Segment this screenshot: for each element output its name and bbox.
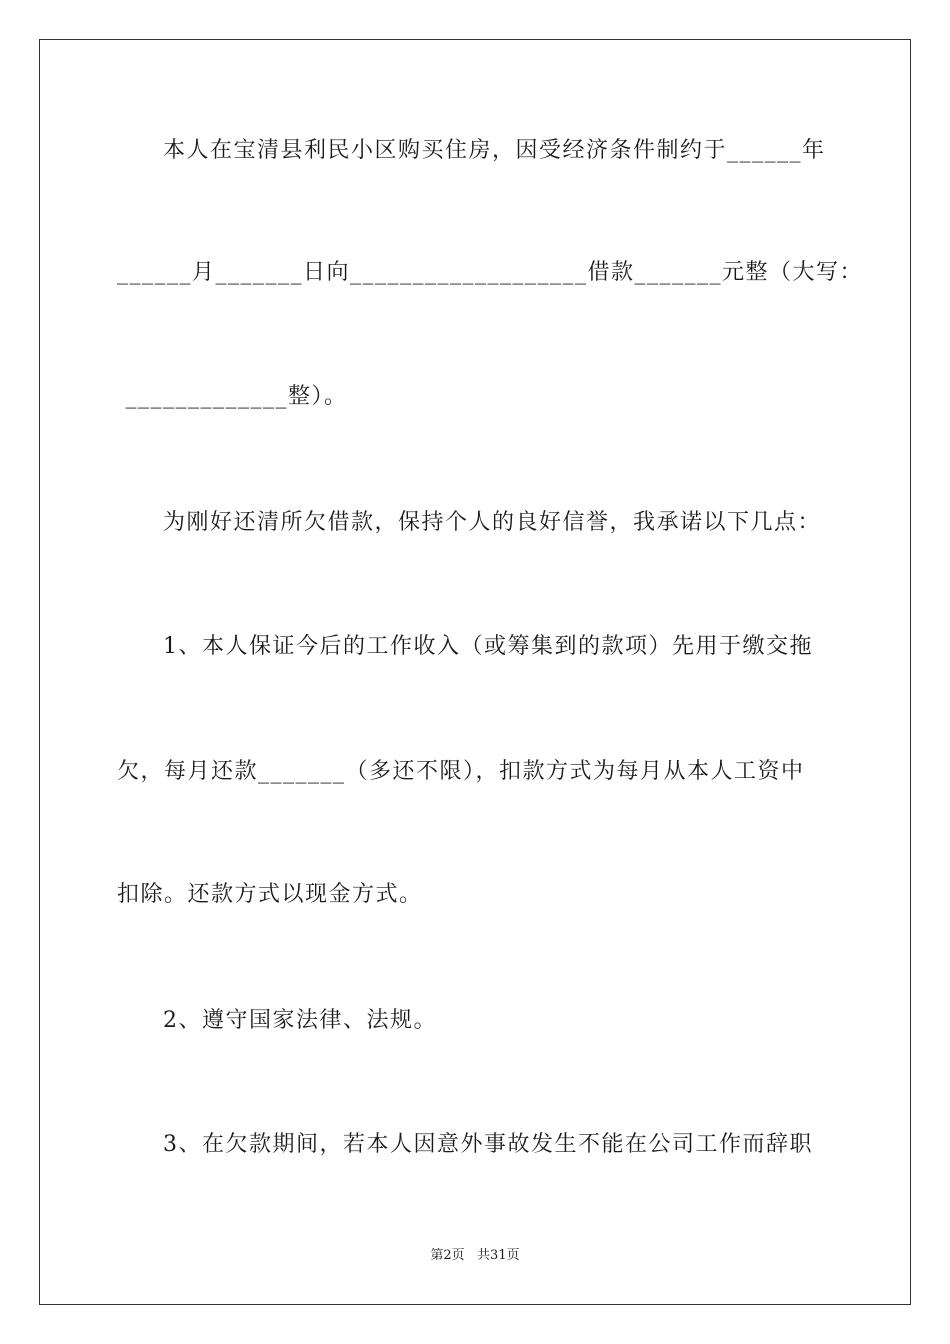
paragraph-line-1: 本人在宝清县利民小区购买住房，因受经济条件制约于______年	[163, 138, 826, 163]
paragraph-line-6: 欠，每月还款_______（多还不限），扣款方式为每月从本人工资中	[117, 759, 805, 784]
paragraph-line-7: 扣除。还款方式以现金方式。	[117, 882, 423, 907]
paragraph-line-4: 为刚好还清所欠借款，保持个人的良好信誉，我承诺以下几点：	[163, 510, 822, 535]
paragraph-line-8: 2、遵守国家法律、法规。	[163, 1008, 437, 1033]
page-footer: 第2页 共31页	[430, 1248, 520, 1263]
paragraph-line-5: 1、本人保证今后的工作收入（或筹集到的款项）先用于缴交拖	[163, 634, 813, 659]
page-border	[39, 39, 911, 1305]
paragraph-line-9: 3、在欠款期间，若本人因意外事故发生不能在公司工作而辞职	[163, 1132, 813, 1157]
paragraph-line-2: ______月_______日向___________________借款_______元整（大写：	[117, 260, 864, 285]
paragraph-line-3: _____________整）。	[117, 384, 348, 409]
